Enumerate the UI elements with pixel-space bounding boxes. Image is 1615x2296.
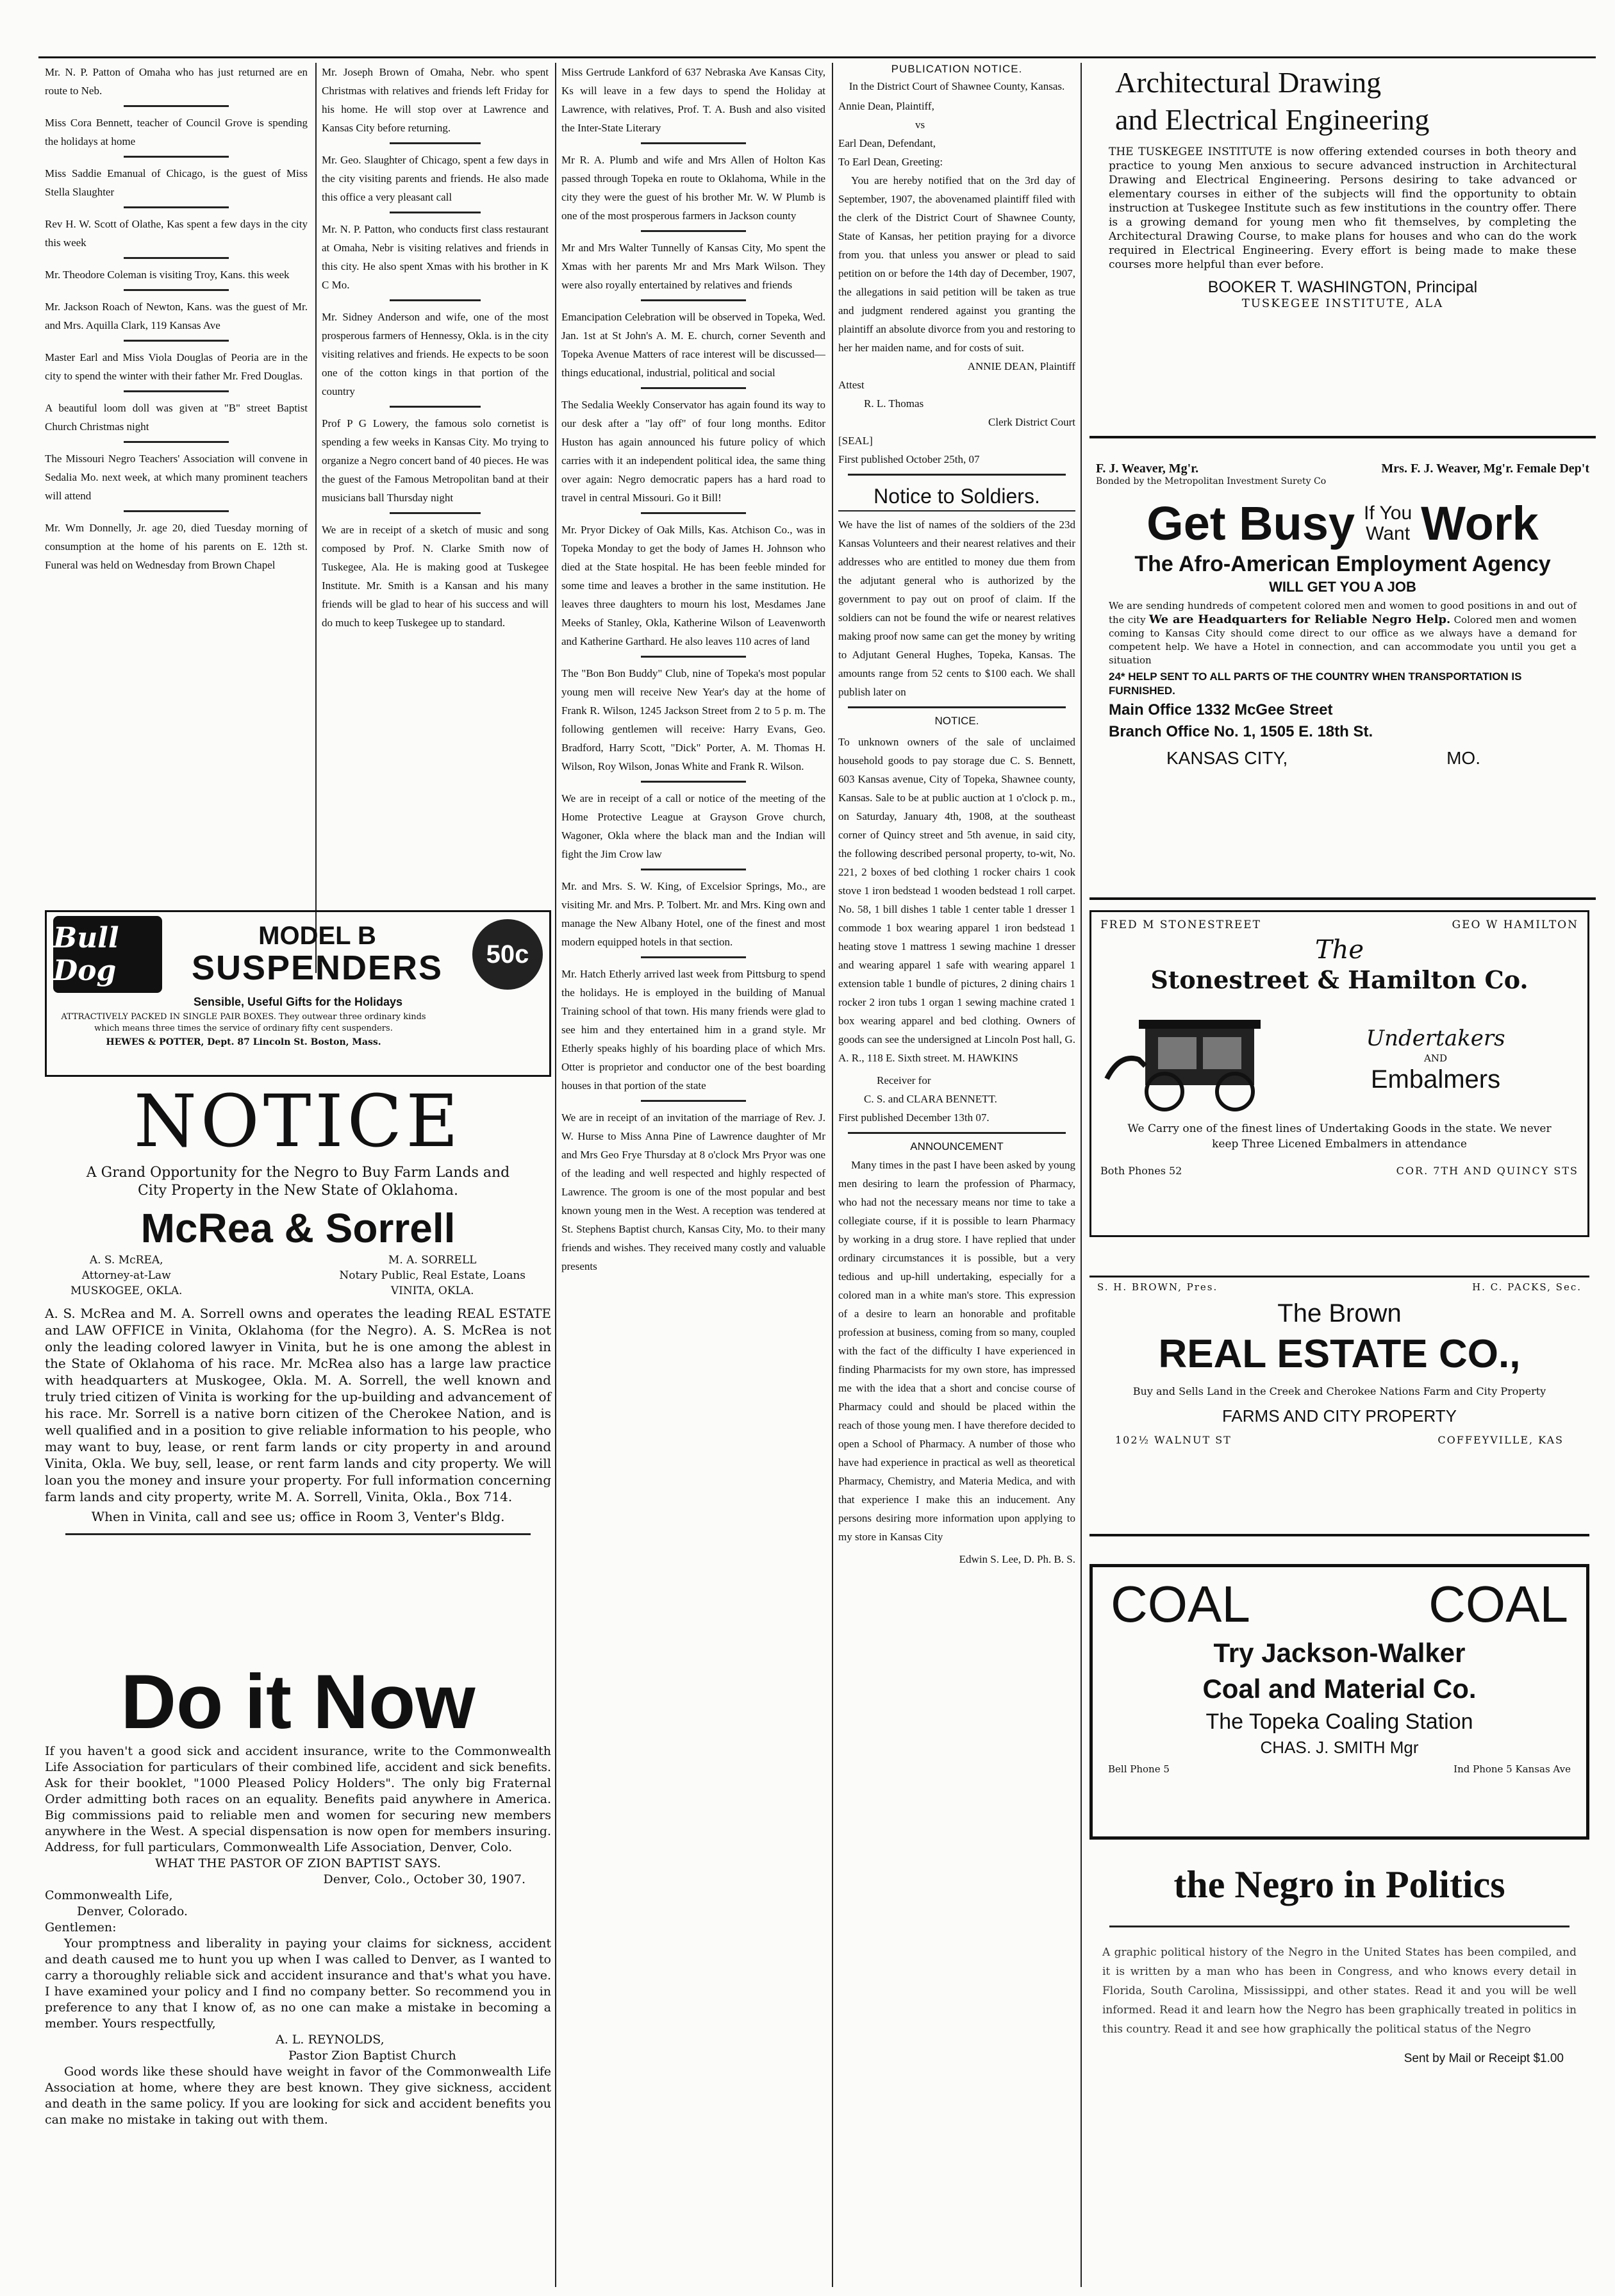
partner-title: Notary Public, Real Estate, Loans [339,1269,526,1282]
agency-body-3: Colored men and women coming to Kansas City should come direct to our office as we always have a demand for competent help. We have a Hotel in connection, and can accommodate you until you get a situation [1109,614,1577,666]
employment-agency-ad [1089,462,1596,900]
politics-ad [1089,1859,1589,2269]
tuskegee-ad [1089,64,1596,438]
coal-company: Coal and Material Co. [1202,1674,1477,1704]
politics-body: A graphic political history of the Negro in the United States has been compiled, and it is written by a man who has been in Congress, and who knows every detail in Florida, South Carolina, Mississippi, and other states. Read it and you will be well informed. Read it and learn how the Negro has been graphically treated in politics in this country. Read it and see how graphically the political status of the Negro [1102,1946,1577,2036]
undertakers-line: Undertakers [1366,1026,1505,1051]
letter-recipient-city: Denver, Colorado. [77,1904,188,1918]
partner-title: Attorney-at-Law [81,1269,171,1282]
and-text: AND [1424,1052,1447,1064]
bonded-text: Bonded by the Metropolitan Investment Surety Co [1096,476,1327,487]
real-estate-name: REAL ESTATE CO., [1158,1332,1521,1376]
do-it-now-heading: Do it Now [120,1660,476,1745]
news-item: Mr. Pryor Dickey of Oak Mills, Kas. Atchison Co., was in Topeka Monday to get the body of James H. Johnson who died at the State hospital. He has been feeble minded for some time and leaves a brother in the same institution. He leaves three daughters to mourn his lost, Mesdames Jane Meeks of Stanley, Okla, Katherine Wilson of Leavenworth and Katherine Garthard. He also leaves 110 acres of land [561,524,825,647]
real-estate-secretary: H. C. PACKS, Sec. [1472,1281,1582,1293]
coal-left: COAL [1111,1576,1250,1633]
partner-place: MUSKOGEE, OKLA. [70,1285,183,1297]
pub-line: In the District Court of Shawnee County, Kansas. [849,80,1065,92]
pastor-heading: WHAT THE PASTOR OF ZION BAPTIST SAYS. [154,1856,442,1870]
real-estate-ad [1089,1276,1589,1536]
tuskegee-place: TUSKEGEE INSTITUTE, ALA [1241,297,1444,310]
notice-address: When in Vinita, call and see us; office in Room 3, Venter's Bldg. [91,1509,505,1524]
news-item: We are in receipt of a call or notice of the meeting of the Home Protective League at Grayson Grove church, Wagoner, Okla where the black man and the Indian will fight the Jim Crow law [561,792,825,860]
female-manager-name: Mrs. F. J. Weaver, Mg'r. Female Dep't [1381,462,1589,476]
model-label: MODEL B [258,922,376,950]
partner-name: A. S. McREA, [89,1254,163,1267]
letter-signature-title: Pastor Zion Baptist Church [288,2049,456,2063]
announcement-sign: Edwin S. Lee, D. Ph. B. S. [959,1553,1075,1565]
letter-signature: A. L. REYNOLDS, [276,2033,385,2047]
suspenders-maker: HEWES & POTTER, Dept. 87 Lincoln St. Boston, Mass. [106,1037,381,1047]
news-item: Mr. Theodore Coleman is visiting Troy, Kans. this week [45,269,290,281]
column-rule [555,63,556,2287]
agency-body-1: We are sending hundreds of competent colored men and women to good positions in and out of the city [1109,600,1577,626]
pub-line: [SEAL] [838,435,873,447]
agency-name: The Afro-American Employment Agency [1134,552,1551,576]
undertakers-address: COR. 7TH AND QUINCY STS [1396,1165,1578,1177]
partner-place: VINITA, OKLA. [390,1285,474,1297]
news-item: Mr. Hatch Etherly arrived last week from Pittsburg to spend the holidays. He is employed in the building of Manual Training school of that town. His many friends were glad to see him and they entertained him in a grand style. Mr Etherly speaks highly of his boarding place of which Mrs. Otter is proprietor and conductor one of the best boarding houses in that portion of the state [561,968,825,1092]
publication-notice-title: PUBLICATION NOTICE. [891,63,1023,75]
coal-right: COAL [1429,1576,1568,1633]
news-item: Mr. Jackson Roach of Newton, Kans. was the guest of Mr. and Mrs. Aquilla Clark, 119 Kansas Ave [45,301,308,331]
pub-line: ANNIE DEAN, Plaintiff [967,360,1075,372]
tuskegee-title-1: Architectural Drawing [1115,66,1382,99]
column-rule [1081,63,1082,2287]
price-badge: 50c [472,919,543,990]
notices-column [838,63,1075,2287]
politics-footer: Sent by Mail or Receipt $1.00 [1404,2052,1564,2065]
news-item: Mr. and Mrs. S. W. King, of Excelsior Springs, Mo., are visiting Mr. and Mrs. P. Tolbert. Mr. and Mrs. King own and manage the New Albany Hotel, one of the finest and most modern equipped hotels in that section. [561,880,825,948]
news-item: Mr. N. P. Patton of Omaha who has just returned are en route to Neb. [45,66,308,97]
doitnow-closing: Good words like these should have weight in favor of the Commonwealth Life Association at home, where they are best known. They give sickness, accident and death in the same policy. If you are looking for sick and accident benefits you can make no mistake in taking out with them. [45,2065,551,2127]
news-column-2 [322,63,549,903]
news-item: The Missouri Negro Teachers' Association will convene in Sedalia Mo. next week, at which many prominent teachers will attend [45,453,308,502]
news-column-1 [45,63,308,903]
pub-line: Attest [838,379,865,391]
notice-body: A. S. McRea and M. A. Sorrell owns and operates the leading REAL ESTATE and LAW OFFICE in Vinita, Oklahoma (for the Negro). A. S. McRea is not only the leading colored lawyer in Vinita, but he is one among the ablest in the State of Oklahoma of his race. Mr. McRea also has a large law practice with headquarters at Muskogee, Okla. M. A. Sorrell, the well known and truly tried citizen of Vinita is working for the up-building and advancement of his race. Mr. Sorrell is a native born citizen of the Cherokee Nation, and is well qualified and in a position to give reliable information to his people, who may want to buy, lease, or rent farm lands or city property in and around Vinita, Okla. We buy, sell, lease, or rent farm lands and city property. We will loan you the money and insure your property. For full information concerning farm lands and city property, write M. A. Sorrell, Vinita, Okla., Box 714. [45,1306,551,1504]
mcrea-sorrell-ad [45,1080,551,1647]
partner-name: GEO W HAMILTON [1452,919,1578,931]
news-item: The "Bon Bon Buddy" Club, nine of Topeka's most popular young men will receive New Year's day at the home of Frank R. Wilson, 1245 Jackson Street from 2 to 5 p. m. The following gentlemen will receive: Harry Evans, Geo. Bradford, Harry Scott, "Dick" Porter, A. M. Thomas H. Wilson, Roy Wilson, Jonas White and Frank R. Wilson. [561,667,825,772]
will-get-job: WILL GET YOU A JOB [1269,579,1416,595]
announcement-text: Many times in the past I have been asked by young men desiring to learn the profession of Pharmacy, who had not the necessary means nor time to take a collegiate course, if it is possible to learn Pharmacy by working in a drug store. I have replied that under ordinary circumstances it is possible, but a very tedious and up-hill undertaking, especially for a colored man in a white man's store. This expression of a desire to learn an honorable and profitable profession at business, coming from so many, coupled with the fact of the difficulty I have experienced in finding Pharmacists for my own store, has impressed me with the idea that a short and concise course of Pharmacy could and should be placed within the reach of those young men. I have therefore decided to open a School of Pharmacy. A number of those who have had experience in practical as well as theoretical Pharmacy, Chemistry, and Materia Medica, and with that experience I make this an inducement. Any persons desiring more information upon applying to my store in Kansas City [838,1159,1075,1543]
pub-line: To Earl Dean, Greeting: [838,156,943,168]
news-item: Prof P G Lowery, the famous solo cornetist is spending a few weeks in Kansas City. Mo trying to organize a Negro concert band of 40 pieces. He was the guest of the Famous Metropolitan band at their musicians ball Thursday night [322,417,549,504]
politics-title: the Negro in Politics [1173,1863,1505,1906]
bulldog-logo: Bull Dog [53,916,162,993]
news-item: Miss Cora Bennett, teacher of Council Grove is spending the holidays at home [45,117,308,147]
column-rule [315,63,317,973]
letter-date: Denver, Colo., October 30, 1907. [323,1872,526,1886]
pub-line: You are hereby notified that on the 3rd day of September, 1907, the abovenamed plaintiff filed with the clerk of the District Court of Shawnee County, State of Kansas, her petition praying for a divorce from you. that unless you answer or plead to said petition on or before the 14th day of December, 1907, the allegations in said petition will be taken as true and judgment rendered against you granting the plaintiff an absolute divorce from you and restoring to her her maiden name, and for costs of suit. [838,174,1075,354]
real-estate-body: Buy and Sells Land in the Creek and Cherokee Nations Farm and City Property [1132,1385,1546,1397]
coal-phone-2: Ind Phone 5 Kansas Ave [1454,1763,1571,1775]
storage-notice-title: NOTICE. [934,715,979,727]
partner-name: FRED M STONESTREET [1100,919,1261,931]
undertakers-carry: We Carry one of the finest lines of Undertaking Goods in the state. We never keep Three Licened Embalmers in attendance [1127,1122,1552,1151]
storage-notice-sign2: C. S. and CLARA BENNETT. [864,1093,997,1105]
news-item: Mr. N. P. Patton, who conducts first class restaurant at Omaha, Nebr is visiting relatives and friends in this city. He also spent Xmas with his brother in K C Mo. [322,223,549,291]
real-estate-farms: FARMS AND CITY PROPERTY [1222,1406,1457,1426]
coal-try: Try Jackson-Walker [1213,1638,1466,1668]
tuskegee-title-2: and Electrical Engineering [1115,103,1430,136]
partner-name: M. A. SORRELL [388,1254,477,1267]
firm-name: McRea & Sorrell [140,1205,456,1251]
help-sent-text: 24* HELP SENT TO ALL PARTS OF THE COUNTRY WHEN TRANSPORTATION IS FURNISHED. [1109,670,1522,697]
storage-notice-text: To unknown owners of the sale of unclaimed household goods to pay storage due C. S. Bennett, 603 Kansas avenue, City of Topeka, Shawnee county, Kansas. Sale to be at public auction at 1 o'clock p. m., on Saturday, January 4th, 1908, at the southeast corner of Quincy street and 5th avenue, in said city, the following described personal property, to-wit, No. 221, 2 boxes of bed clothing 1 rocker chairs 1 cook stove 1 iron bedstead 1 wooden bedstead 1 roll carpet. No. 58, 1 bill dishes 1 table 1 center table 1 dresser 1 commode 1 box wearing apparel 1 iron bedstead 1 heating stove 1 mattress 1 sewing machine 1 dresser and wearing apparel 1 safe with wearing apparel 1 extension table 1 bundle of pictures, 2 dining chairs 1 rocker 2 iron tubs 1 organ 1 sewing machine crated 1 box wearing apparel and bed clothing. Owners of goods can see the undersigned at Lincoln Post hall, G. A. R., 118 E. Sixth street. M. HAWKINS [838,736,1075,1064]
pub-line: Annie Dean, Plaintiff, [838,100,934,112]
letter-body: Your promptness and liberality in paying your claims for sickness, accident and death caused me to hunt you up when I was called to Denver, as I wanted to carry a thoroughly reliable sick and accident insurance and that's what you have. I have examined your policy and I find no company better. So recommend you in preference to any that I know of, as no one can make a mistake in becoming a member. Yours respectfully, [45,1936,551,2031]
suspenders-tagline: Sensible, Useful Gifts for the Holidays [193,995,403,1008]
suspenders-fine-print: ATTRACTIVELY PACKED IN SINGLE PAIR BOXES. They outwear three ordinary kinds which means three times the service of ordinary fifty cent suspenders. [61,1012,426,1033]
pub-line: First published October 25th, 07 [838,453,980,465]
coal-phone: Bell Phone 5 [1108,1763,1170,1775]
column-rule [832,63,833,2287]
real-estate-the: The Brown [1277,1299,1402,1327]
branch-office: Branch Office No. 1, 1505 E. 18th St. [1109,723,1373,740]
work-headline: Work [1421,497,1539,550]
pub-line: Earl Dean, Defendant, [838,137,936,149]
news-column-3 [561,63,825,2287]
news-item: We are in receipt of an invitation of the marriage of Rev. J. W. Hurse to Miss Anna Pine of Lawrence daughter of Mr and Mrs Geo Frye Thursday at 8 o'clock Mrs Pryor was one of the leading and well respected and highly respected of Lawrence. The groom is one of the most popular and best known young men in the West. A reception was tendered at St. Stephens Baptist church, Kansas City, Mo. to their many friends and wishes. They received many costly and valuable presents [561,1111,825,1272]
manager-name: F. J. Weaver, Mg'r. [1096,462,1199,476]
undertakers-the: The [1314,935,1364,965]
pub-line: Clerk District Court [988,416,1075,428]
pub-line: R. L. Thomas [864,397,924,410]
news-item: Rev H. W. Scott of Olathe, Kas spent a few days in the city this week [45,218,308,249]
agency-state: MO. [1446,748,1480,768]
news-item: Mr. Geo. Slaughter of Chicago, spent a few days in the city visiting parents and friends. He also made this office a very pleasant call [322,154,549,203]
coal-station: The Topeka Coaling Station [1205,1710,1473,1734]
letter-recipient: Commonwealth Life, [45,1888,173,1902]
get-busy-headline: Get Busy [1147,497,1355,550]
real-estate-city: COFFEYVILLE, KAS [1437,1434,1564,1446]
commonwealth-life-ad [45,1660,551,2275]
news-item: Mr. Wm Donnelly, Jr. age 20, died Tuesday morning of consumption at the home of his parents on E. 12th st. Funeral was held on Wednesday from Brown Chapel [45,522,308,571]
storage-notice-sign: Receiver for [877,1074,931,1086]
news-item: The Sedalia Weekly Conservator has again found its way to our desk after a "lay off" of four long months. Editor Huston has again announced his future policy of which carries with it an independent political idea, the same thing over again: Negro democratic papers has a hard road to travel in central Missouri. Go it Bill! [561,399,825,504]
news-item: Miss Gertrude Lankford of 637 Nebraska Ave Kansas City, Ks will leave in a few days to spend the Holiday at Lawrence, with relatives, Prof. T. A. Bush and also visited the Inter-State Literary [561,66,825,134]
notice-heading: NOTICE [133,1080,463,1163]
notice-subheading: A Grand Opportunity for the Negro to Buy Farm Lands and City Property in the New State of Oklahoma. [86,1165,510,1199]
news-item: Mr. Sidney Anderson and wife, one of the most prosperous farmers of Hennessy, Okla. is in the city visiting relatives and friends. He expects to be soon one of the cotton kings in that portion of the country [322,311,549,397]
soldiers-text: We have the list of names of the soldiers of the 23d Kansas Volunteers and their nearest relatives and their addresses who are entitled to money due them from the adjutant general who is authorized by the government to pay out on proof of claim. If the soldiers can not be found the wife or nearest relatives making proof now same can get the money by writing to Adjutant General Hughes, Topeka, Kansas. The amounts range from 52 cents to $100 each. We shall publish later on [838,519,1075,698]
undertakers-firm: Stonestreet & Hamilton Co. [1150,965,1528,994]
news-item: Emancipation Celebration will be observed in Topeka, Wed. Jan. 1st at St John's A. M. E. church, corner Seventh and Topeka Avenue Matters of race interest will be discussed—things educational, industrial, political and social [561,311,825,379]
news-item: Miss Saddie Emanual of Chicago, is the guest of Miss Stella Slaughter [45,167,308,198]
news-item: Mr R. A. Plumb and wife and Mrs Allen of Holton Kas passed through Topeka en route to Oklahoma, While in the city they were the guest of his brother Mr. W. W Plumb is one of the most prosperous farmers in Jackson county [561,154,825,222]
suspenders-ad [45,910,551,1077]
undertakers-ad [1089,910,1589,1237]
embalmers-line: Embalmers [1370,1065,1501,1094]
tuskegee-signature: BOOKER T. WASHINGTON, Principal [1207,278,1478,296]
undertakers-phones: Both Phones 52 [1100,1165,1182,1177]
if-you-text: If You [1364,503,1412,524]
notice-to-soldiers-title: Notice to Soldiers. [838,482,1075,512]
agency-city: KANSAS CITY, [1166,748,1288,768]
doitnow-body: If you haven't a good sick and accident insurance, write to the Commonwealth Life Association for particulars of their combined life, accident and sick benefits. Ask for their booklet, "1000 Pleased Policy Holders". The only big Fraternal Order admitting both races on an equality. Benefits paid anywhere in America. Big commissions paid to reliable men and women for securing new members anywhere in the West. A special dispensation is now open for members insuring. Address, for full particulars, Commonwealth Life Association, Denver, Colo. [45,1744,551,1854]
tuskegee-body: THE TUSKEGEE INSTITUTE is now offering extended courses in both theory and practice to young Men anxious to secure advanced instruction in Architectural Drawing and Electrical Engineering. Persons desiring to take advanced or elementary courses in either of the subjects will find the opportunity to obtain instruction at Tuskegee Institute such as few institutions in the country offer. There is a growing demand for young men who fit themselves, by completing the Architectural Drawing Course, to make plans for houses and who can do the work required in Electrical Engineering. Every effort is being made to make these courses more helpful than ever before. [1109,146,1577,271]
real-estate-address: 102½ WALNUT ST [1115,1434,1232,1446]
coal-ad [1089,1564,1589,1840]
suspenders-word: SUSPENDERS [191,949,443,987]
real-estate-president: S. H. BROWN, Pres. [1097,1281,1218,1293]
agency-body-2: We are Headquarters for Reliable Negro Help. [1148,613,1451,626]
news-item: Master Earl and Miss Viola Douglas of Peoria are in the city to spend the winter with their father Mr. Fred Douglas. [45,351,308,382]
coal-manager: CHAS. J. SMITH Mgr [1260,1738,1419,1757]
want-text: Want [1366,523,1411,544]
news-item: Mr and Mrs Walter Tunnelly of Kansas City, Mo spent the Xmas with her parents Mr and Mrs Mark Wilson. They were also royally entertained by relatives and friends [561,242,825,291]
announcement-title: ANNOUNCEMENT [910,1140,1004,1152]
top-rule [38,56,1596,58]
storage-notice-published: First published December 13th 07. [838,1111,990,1124]
news-item: Mr. Joseph Brown of Omaha, Nebr. who spent Christmas with relatives and friends left Friday for his home. He will stop over at Lawrence and Kansas City before returning. [322,66,549,134]
news-item: A beautiful loom doll was given at "B" street Baptist Church Christmas night [45,402,308,433]
pub-line: vs [915,119,925,131]
main-office: Main Office 1332 McGee Street [1109,701,1333,719]
letter-salutation: Gentlemen: [45,1920,117,1934]
news-item: We are in receipt of a sketch of music and song composed by Prof. N. Clarke Smith now of Tuskegee, Ala. He is making good at Tuskegee Institute. Mr. Smith is a Kansan and his many friends will be glad to hear of his success and will do much to keep Tuskegee up to standard. [322,524,549,629]
hearse-icon [1100,1002,1293,1117]
